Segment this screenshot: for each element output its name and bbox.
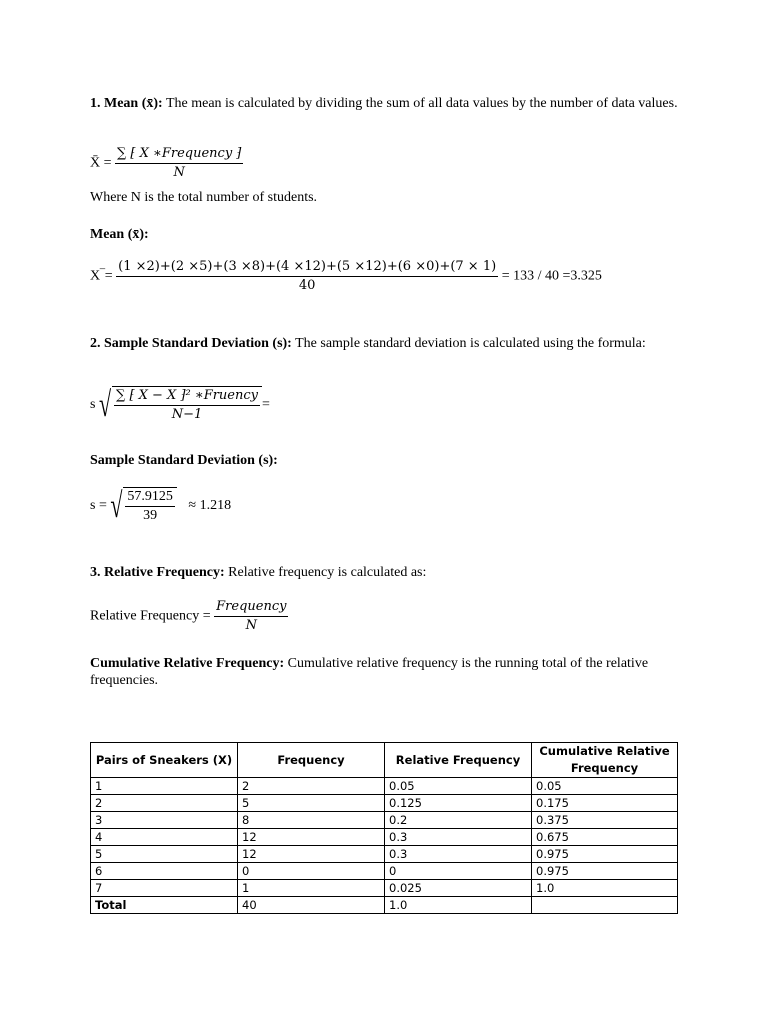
mean-calc-denominator: 40 [298, 278, 316, 293]
std-calc-lhs: s = [90, 498, 107, 514]
table-row [91, 880, 678, 897]
std-formula-sqrt [99, 386, 262, 424]
cell-relative-frequency: 0.2 [385, 812, 532, 829]
cell-total-cumulative [532, 897, 678, 914]
std-calc-heading [90, 452, 680, 469]
cell-total-relative-frequency: 1.0 [385, 897, 532, 914]
std-calculation [90, 487, 680, 525]
cell-relative-frequency: 0.3 [385, 829, 532, 846]
header-frequency: Frequency [238, 743, 385, 778]
cell-relative-frequency: 0.05 [385, 778, 532, 795]
table-header-row [91, 743, 678, 778]
std-calc-fraction [125, 488, 175, 525]
sqrt-icon: √ [110, 485, 123, 526]
std-formula-rhs: = [262, 397, 270, 413]
mean-calc-fraction [116, 258, 498, 295]
mean-paragraph [90, 95, 680, 112]
mean-calc-lhs: X‾= [90, 268, 113, 284]
mean-where-text: Where N is the total number of students. [90, 190, 318, 205]
std-formula-denominator: N−1 [171, 407, 203, 422]
cell-cumulative: 1.0 [532, 880, 678, 897]
cell-pairs: 5 [91, 846, 238, 863]
mean-heading: 1. Mean (x̄): [90, 96, 163, 111]
table-total-row [91, 897, 678, 914]
cell-frequency: 0 [238, 863, 385, 880]
std-formula-fraction [114, 387, 260, 424]
cum-heading: Cumulative Relative Frequency: [90, 656, 285, 671]
rel-formula-lhs: Relative Frequency = [90, 608, 211, 624]
table-row [91, 778, 678, 795]
cell-cumulative: 0.375 [532, 812, 678, 829]
cum-paragraph [90, 655, 680, 689]
rel-formula [90, 598, 680, 635]
cell-relative-frequency: 0 [385, 863, 532, 880]
cell-cumulative: 0.675 [532, 829, 678, 846]
cell-frequency: 2 [238, 778, 385, 795]
cell-frequency: 12 [238, 829, 385, 846]
std-calc-heading-text: Sample Standard Deviation (s): [90, 453, 278, 468]
rel-formula-numerator: Frequency [214, 598, 288, 617]
frequency-table [90, 742, 678, 914]
cell-relative-frequency: 0.025 [385, 880, 532, 897]
table-row [91, 795, 678, 812]
cell-pairs: 7 [91, 880, 238, 897]
cell-pairs: 2 [91, 795, 238, 812]
mean-formula-lhs: X̄ = [90, 155, 112, 171]
mean-formula-numerator: ∑ ⁅ X ∗Frequency ⁆ [115, 145, 243, 164]
header-cumulative-relative-frequency: Cumulative Relative Frequency [532, 743, 678, 778]
mean-calc-heading [90, 226, 680, 243]
mean-calc-heading-text: Mean (x̄): [90, 227, 149, 242]
cell-cumulative: 0.975 [532, 846, 678, 863]
cell-pairs: 6 [91, 863, 238, 880]
cell-total-frequency: 40 [238, 897, 385, 914]
rel-formula-denominator: N [245, 618, 257, 633]
std-formula-lhs: s [90, 397, 96, 413]
mean-calc-result: = 133 / 40 =3.325 [501, 268, 602, 284]
std-text: The sample standard deviation is calculated using the formula: [291, 336, 646, 351]
cum-text: Cumulative relative frequency is the running total of the relative frequencies. [90, 656, 649, 688]
cell-relative-frequency: 0.3 [385, 846, 532, 863]
mean-text: The mean is calculated by dividing the sum of all data values by the number of data values. [162, 96, 678, 111]
cell-cumulative: 0.175 [532, 795, 678, 812]
cell-pairs: 4 [91, 829, 238, 846]
std-heading: 2. Sample Standard Deviation (s): [90, 336, 292, 351]
std-calc-numerator: 57.9125 [125, 488, 175, 507]
mean-calculation [90, 258, 680, 295]
std-paragraph [90, 335, 680, 352]
std-formula [90, 386, 680, 424]
cell-frequency: 5 [238, 795, 385, 812]
cell-relative-frequency: 0.125 [385, 795, 532, 812]
table-row [91, 812, 678, 829]
rel-heading: 3. Relative Frequency: [90, 565, 225, 580]
cell-pairs: 1 [91, 778, 238, 795]
rel-text: Relative frequency is calculated as: [224, 565, 427, 580]
cell-pairs: 3 [91, 812, 238, 829]
header-pairs: Pairs of Sneakers (X) [91, 743, 238, 778]
rel-paragraph [90, 564, 680, 581]
mean-formula-denominator: N [173, 165, 185, 180]
mean-calc-numerator: (1 ×2)+(2 ×5)+(3 ×8)+(4 ×12)+(5 ×12)+(6 ×0)+(7 × 1) [116, 258, 498, 277]
cell-cumulative: 0.975 [532, 863, 678, 880]
table-row [91, 846, 678, 863]
cell-frequency: 1 [238, 880, 385, 897]
std-calc-denominator: 39 [143, 508, 158, 523]
mean-formula [90, 145, 680, 182]
table-row [91, 829, 678, 846]
cell-cumulative: 0.05 [532, 778, 678, 795]
std-calc-sqrt [110, 487, 177, 525]
table-row [91, 863, 678, 880]
mean-formula-fraction [115, 145, 243, 182]
std-calc-result: ≈ 1.218 [188, 498, 232, 514]
cell-frequency: 8 [238, 812, 385, 829]
rel-formula-fraction [214, 598, 288, 635]
std-formula-numerator: ∑ ⁅ X − X ⁆² ∗Fruency [114, 387, 260, 406]
cell-frequency: 12 [238, 846, 385, 863]
header-relative-frequency: Relative Frequency [385, 743, 532, 778]
cell-total-label: Total [91, 897, 238, 914]
sqrt-icon: √ [98, 384, 112, 425]
